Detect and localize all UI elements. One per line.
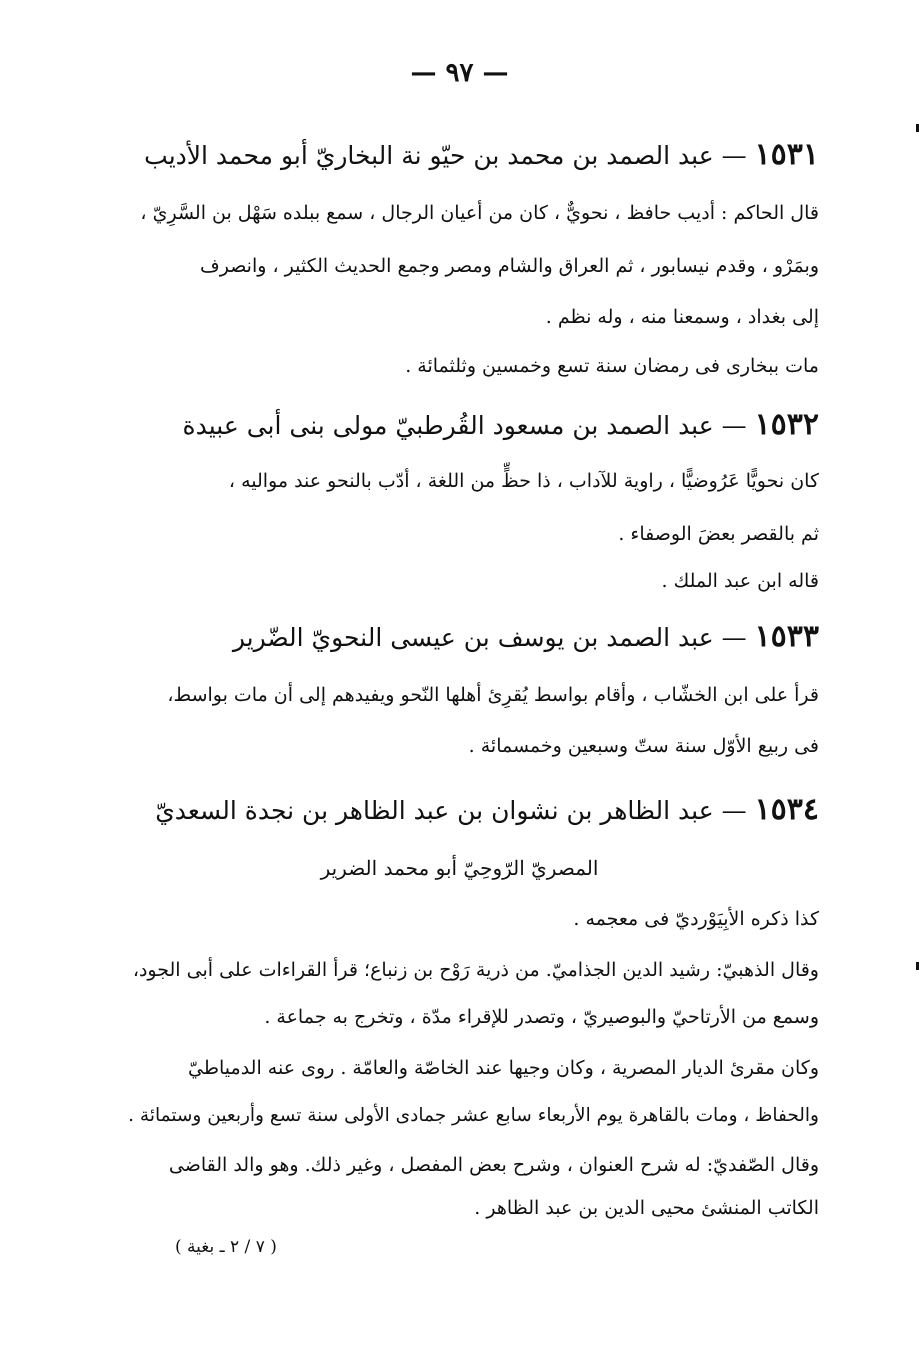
entry-number: ١٥٣٢ (754, 407, 819, 442)
entry-1532-line-1: كان نحويًّا عَرُوضيًّا ، راوية للآداب ، ذا حظٍّ من اللغة ، أدّب بالنحو عند مواليه ، (228, 470, 819, 492)
entry-1534-line-2: وقال الذهبيّ: رشيد الدين الجذاميّ. من ذرية رَوْح بن زنباع؛ قرأ القراءات على أبى الجود، (132, 959, 819, 981)
entry-1532-line-2: ثم بالقصر بعضَ الوصفاء . (618, 523, 819, 545)
entry-1534-line-4: وكان مقرئ الديار المصرية ، وكان وجيها عند الخاصّة والعامّة . روى عنه الدمياطيّ (188, 1057, 819, 1079)
entry-number: ١٥٣١ (754, 137, 819, 172)
signature-mark: ( ٧ / ٢ ـ بغية ) (175, 1237, 277, 1257)
entry-title: — عبد الصمد بن مسعود القُرطبيّ مولى بنى أبى عبيدة (182, 411, 747, 440)
entry-1534-line-3: وسمع من الأرتاحيّ والبوصيريّ ، وتصدر للإقراء مدّة ، وتخرج به جماعة . (264, 1006, 819, 1028)
entry-number: ١٥٣٣ (754, 619, 819, 654)
entry-1532-heading (183, 405, 819, 446)
entry-1534-line-1: كذا ذكره الأبِيَوْرديّ فى معجمه . (573, 908, 819, 930)
entry-1532-line-3: قاله ابن عبد الملك . (661, 570, 819, 592)
entry-title: — عبد الظاهر بن نشوان بن عبد الظاهر بن نجدة السعديّ (155, 796, 747, 825)
entry-1533-line-1: قرأ على ابن الخشّاب ، وأقام بواسط يُقرِئ أهلها النّحو ويفيدهم إلى أن مات بواسط، (167, 684, 819, 706)
entry-1534-subtitle: المصريّ الرّوحِيّ أبو محمد الضرير (320, 856, 599, 880)
entry-1534-line-7: الكاتب المنشئ محيى الدين بن عبد الظاهر . (474, 1197, 819, 1219)
entry-1531-line-3: إلى بغداد ، وسمعنا منه ، وله نظم . (545, 306, 819, 328)
entry-title: — عبد الصمد بن يوسف بن عيسى النحويّ الضّرير (232, 623, 747, 652)
entry-1531-heading (144, 135, 819, 176)
entry-1531-line-2: وبمَرْو ، وقدم نيسابور ، ثم العراق والشام ومصر وجمع الحديث الكثير ، وانصرف (200, 255, 819, 277)
entry-1531-line-1: قال الحاكم : أديب حافظ ، نحويٌّ ، كان من أعيان الرجال ، سمع ببلده سَهْل بن السَّرِيّ ، (140, 202, 819, 224)
entry-title: — عبد الصمد بن محمد بن حيّو نة البخاريّ أبو محمد الأديب (144, 141, 747, 170)
entry-1531-line-4: مات ببخارى فى رمضان سنة تسع وخمسين وثلثمائة . (405, 355, 819, 377)
page-number: — ٩٧ — (410, 58, 509, 88)
entry-1533-heading (233, 617, 819, 658)
entry-1534-heading (155, 790, 819, 831)
entry-1533-line-2: فى ربيع الأوّل سنة ستّ وسبعين وخمسمائة . (468, 735, 819, 757)
entry-1534-line-5: والحفاظ ، ومات بالقاهرة يوم الأربعاء سابع عشر جمادى الأولى سنة تسع وأربعين وستمائة . (128, 1105, 819, 1126)
entry-1534-line-6: وقال الصّفديّ: له شرح العنوان ، وشرح بعض المفصل ، وغير ذلك. وهو والد القاضى (168, 1154, 819, 1176)
entry-number: ١٥٣٤ (754, 792, 819, 827)
